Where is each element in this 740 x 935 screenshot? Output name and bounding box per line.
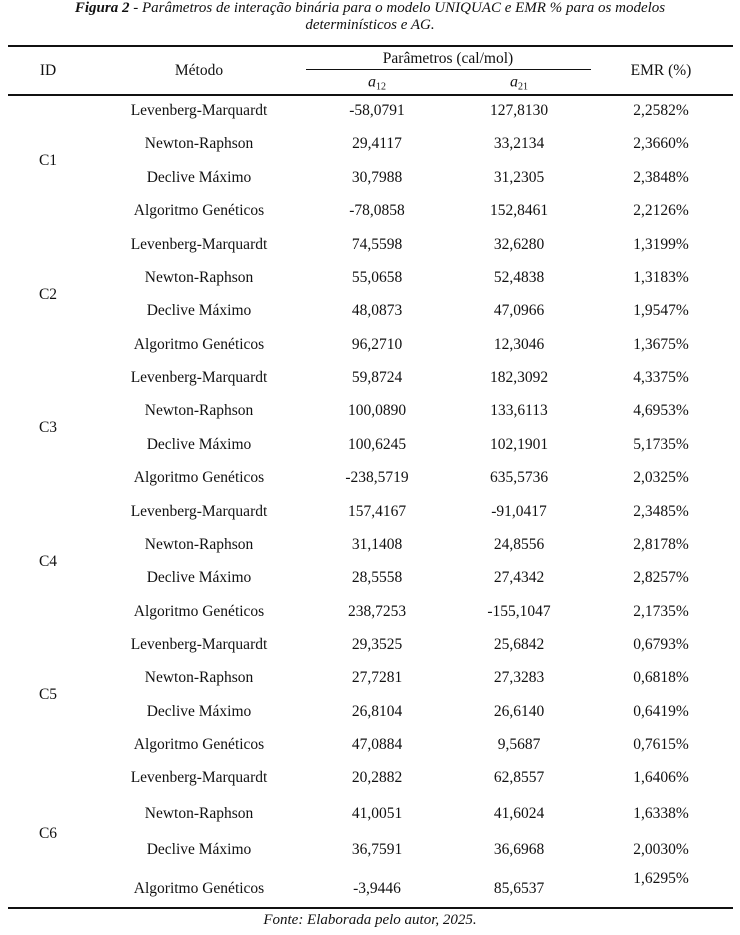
cell-a21: 12,3046 — [493, 336, 545, 353]
cell-a21: -155,1047 — [487, 603, 551, 620]
cell-a12: 26,8104 — [351, 703, 403, 720]
cell-a12: 29,3525 — [351, 636, 403, 653]
cell-a12: 31,1408 — [351, 536, 403, 553]
group-id: C1 — [38, 152, 58, 169]
cell-method: Levenberg-Marquardt — [130, 503, 268, 520]
cell-emr: 1,3199% — [633, 236, 689, 253]
cell-emr: 0,6818% — [633, 669, 689, 686]
cell-a21: 47,0966 — [493, 302, 545, 319]
cell-method: Levenberg-Marquardt — [130, 369, 268, 386]
cell-method: Levenberg-Marquardt — [130, 636, 268, 653]
cell-a21: 133,6113 — [490, 402, 548, 419]
cell-a21: 182,3092 — [489, 369, 549, 386]
cell-emr: 0,7615% — [633, 736, 689, 753]
cell-method: Newton-Raphson — [144, 536, 254, 553]
cell-a12: 27,7281 — [351, 669, 403, 686]
cell-a21: 41,6024 — [493, 805, 545, 822]
cell-method: Declive Máximo — [146, 841, 252, 858]
cell-a12: 59,8724 — [351, 369, 403, 386]
header-a21: $a_{21}$ — [510, 73, 528, 93]
header-params: Parâmetros (cal/mol) — [382, 50, 514, 67]
cell-emr: 1,3675% — [633, 336, 689, 353]
cell-method: Algoritmo Genéticos — [133, 736, 265, 753]
cell-a12: 157,4167 — [347, 503, 407, 520]
header-emr: EMR (%) — [630, 62, 692, 79]
cell-emr: 2,8257% — [633, 569, 689, 586]
caption-line-1 — [0, 0, 740, 17]
header-method: Método — [174, 62, 224, 79]
cell-method: Levenberg-Marquardt — [130, 236, 268, 253]
cell-emr: 2,0030% — [633, 841, 689, 858]
cell-a21: 26,6140 — [493, 703, 545, 720]
cell-a21: 27,3283 — [493, 669, 545, 686]
cell-a12: 55,0658 — [351, 269, 403, 286]
cell-a21: 24,8556 — [493, 536, 545, 553]
cell-a21: 127,8130 — [489, 102, 549, 119]
cell-emr: 2,8178% — [633, 536, 689, 553]
cell-method: Algoritmo Genéticos — [133, 603, 265, 620]
cell-emr: 1,6406% — [633, 769, 689, 786]
cell-emr: 1,3183% — [633, 269, 689, 286]
cell-method: Declive Máximo — [146, 569, 252, 586]
top-rule — [8, 45, 733, 47]
cell-a21: -91,0417 — [491, 503, 547, 520]
cell-method: Levenberg-Marquardt — [130, 102, 268, 119]
cell-a12: -238,5719 — [345, 469, 409, 486]
cell-a21: 52,4838 — [493, 269, 545, 286]
cell-method: Newton-Raphson — [144, 805, 254, 822]
cell-a21: 31,2305 — [493, 169, 545, 186]
cell-emr: 4,6953% — [633, 402, 689, 419]
cell-emr: 2,2582% — [633, 102, 689, 119]
cell-a12: 20,2882 — [351, 769, 403, 786]
cell-emr: 2,3848% — [633, 169, 689, 186]
cell-a12: 29,4117 — [352, 135, 402, 152]
cell-a21: 32,6280 — [493, 236, 545, 253]
source-note: Fonte: Elaborada pelo autor, 2025. — [263, 912, 477, 928]
cell-a12: 74,5598 — [351, 236, 403, 253]
cell-a21: 62,8557 — [493, 769, 545, 786]
group-id: C6 — [38, 824, 58, 842]
group-id: C2 — [38, 286, 58, 303]
cell-a12: -3,9446 — [353, 880, 401, 897]
header-rule — [8, 94, 733, 96]
cell-a12: 41,0051 — [351, 805, 403, 822]
cell-emr: 5,1735% — [633, 436, 689, 453]
bottom-rule — [8, 907, 733, 909]
cell-a21: 27,4342 — [493, 569, 545, 586]
cell-method: Algoritmo Genéticos — [133, 202, 265, 219]
cell-method: Newton-Raphson — [144, 135, 254, 152]
cell-emr: 2,0325% — [633, 469, 689, 486]
cell-a21: 85,6537 — [493, 880, 545, 897]
cell-a12: 100,6245 — [347, 436, 407, 453]
cell-emr: 2,2126% — [633, 202, 689, 219]
cell-a21: 9,5687 — [497, 736, 541, 753]
cell-method: Newton-Raphson — [144, 269, 254, 286]
header-id: ID — [39, 62, 57, 79]
group-id: C3 — [38, 419, 58, 436]
cell-a21: 102,1901 — [489, 436, 549, 453]
cell-a12: -58,0791 — [349, 102, 405, 119]
cell-a12: 100,0890 — [347, 402, 407, 419]
cell-a21: 36,6968 — [493, 841, 545, 858]
cell-a12: -78,0858 — [349, 202, 405, 219]
cell-emr: 2,1735% — [633, 603, 689, 620]
cell-a12: 96,2710 — [351, 336, 403, 353]
cell-a21: 25,6842 — [493, 636, 545, 653]
cell-method: Algoritmo Genéticos — [133, 469, 265, 486]
figure-caption — [0, 0, 740, 34]
cell-method: Declive Máximo — [146, 436, 252, 453]
cell-method: Algoritmo Genéticos — [133, 336, 265, 353]
caption-line-2: determinísticos e AG. — [305, 17, 435, 33]
cell-a12: 30,7988 — [351, 169, 403, 186]
cell-a12: 48,0873 — [351, 302, 403, 319]
cell-a21: 33,2134 — [493, 135, 545, 152]
group-id: C4 — [38, 553, 58, 570]
cell-a12: 28,5558 — [351, 569, 403, 586]
cell-emr: 0,6419% — [633, 703, 689, 720]
caption-text-1: - Parâmetros de interação binária para o modelo UNIQUAC e EMR % para os modelos — [129, 0, 666, 16]
cell-emr: 1,9547% — [633, 302, 689, 319]
header-a12: $a_{12}$ — [368, 73, 386, 93]
cell-emr: 0,6793% — [633, 636, 689, 653]
params-underline — [306, 69, 591, 70]
cell-method: Newton-Raphson — [144, 669, 254, 686]
cell-emr: 2,3660% — [633, 135, 689, 152]
cell-emr: 1,6338% — [633, 805, 689, 822]
cell-a21: 152,8461 — [489, 202, 549, 219]
cell-method: Declive Máximo — [146, 703, 252, 720]
cell-a12: 238,7253 — [347, 603, 407, 620]
cell-method: Algoritmo Genéticos — [133, 880, 265, 897]
cell-method: Levenberg-Marquardt — [130, 769, 268, 786]
cell-a12: 36,7591 — [351, 841, 403, 858]
cell-a21: 635,5736 — [489, 469, 549, 486]
cell-method: Declive Máximo — [146, 302, 252, 319]
cell-method: Newton-Raphson — [144, 402, 254, 419]
cell-emr: 2,3485% — [633, 503, 689, 520]
cell-method: Declive Máximo — [146, 169, 252, 186]
group-id: C5 — [38, 686, 58, 703]
cell-emr: 1,6295% — [633, 870, 689, 887]
caption-label: Figura 2 — [74, 0, 130, 16]
cell-emr: 4,3375% — [633, 369, 689, 386]
cell-a12: 47,0884 — [351, 736, 403, 753]
